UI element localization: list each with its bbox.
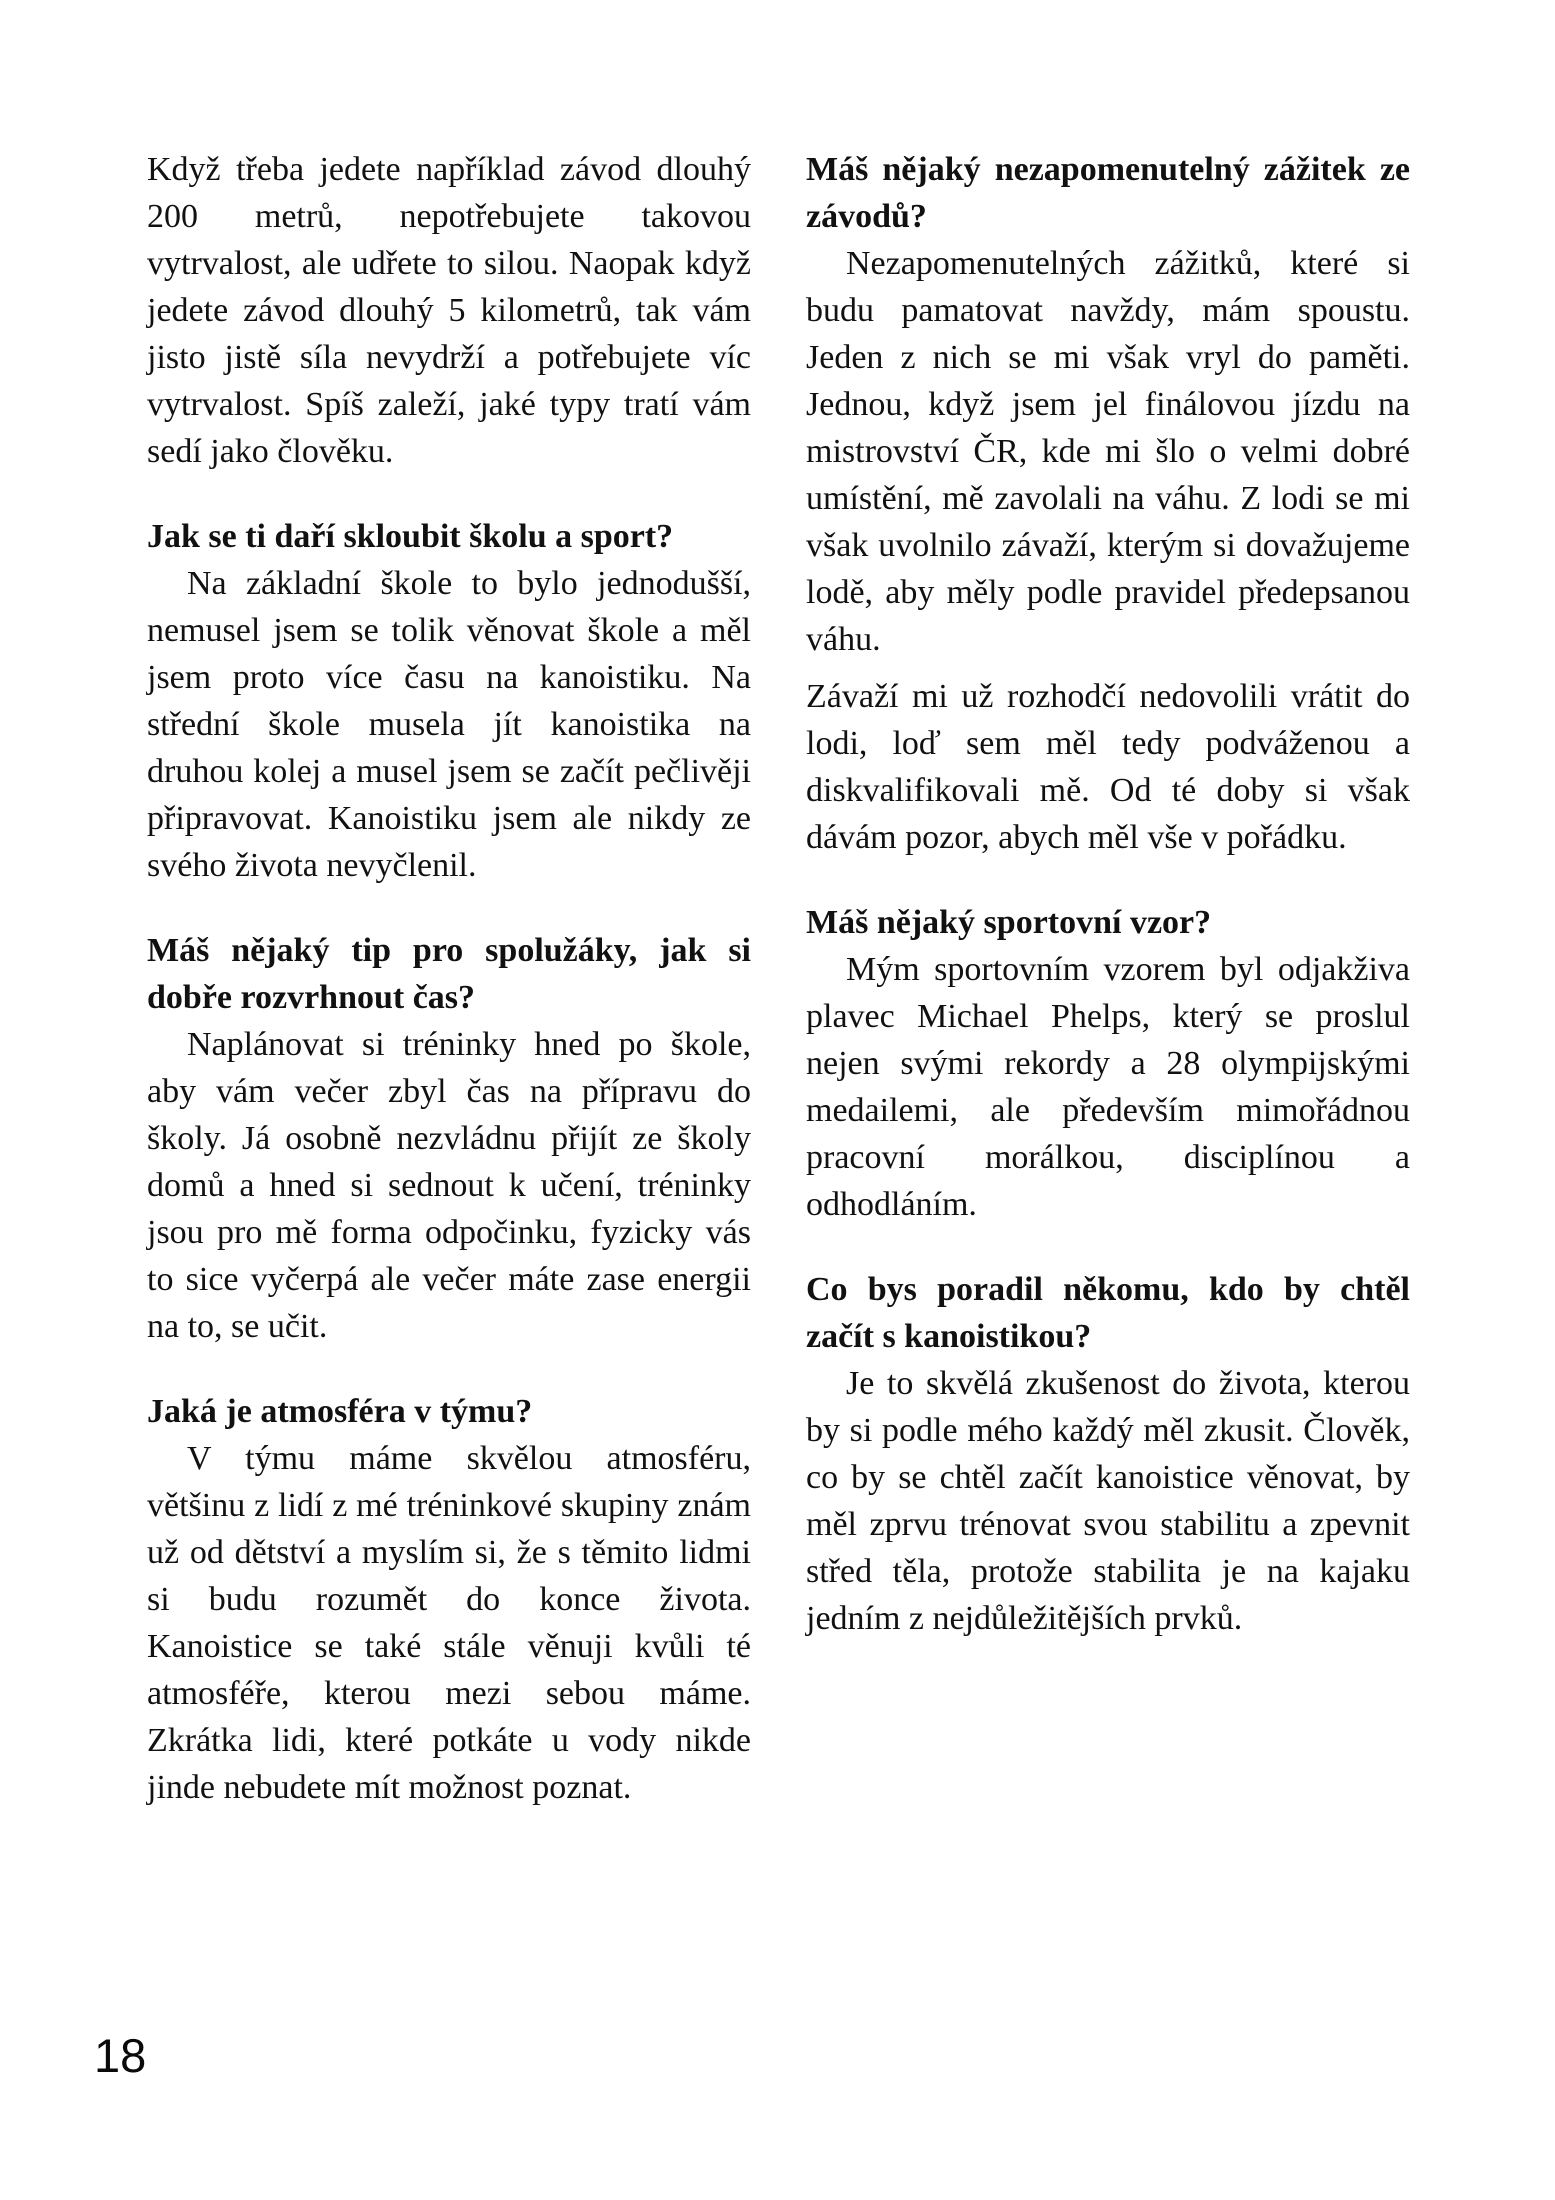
paragraph-race-distance: Když třeba jedete například závod dlouhý 200 metrů, nepotřebujete takovou vytrvalost, ale udřete to silou. Naopak když jedete závod dlouhý 5 kilometrů, tak vám jisto jistě síla nevydrží a potřebujete víc vytrvalost. Spíš zaleží, jaké typy tratí vám sedí jako člověku. [147, 151, 751, 470]
heading-time-management-tip: Máš nějaký tip pro spolužáky, jak si dobře rozvrhnout čas? [147, 932, 751, 1016]
paragraph-idol-answer: Mým sportovním vzorem byl odjakživa plavec Michael Phelps, který se proslul nejen svými rekordy a 28 olympijskými medailemi, ale především mimořádnou pracovní morálkou, disciplínou a odhodláním. [806, 951, 1410, 1223]
paragraph-tip-answer: Naplánovat si tréninky hned po škole, aby vám večer zbyl čas na přípravu do školy. Já osobně nezvládnu přijít ze školy domů a hned si sednout k učení, tréninky jsou pro mě forma odpočinku, fyzicky vás to sice vyčerpá ale večer máte zase energii na to, se učit. [147, 1026, 751, 1345]
paragraph-disqualification: Závaží mi už rozhodčí nedovolili vrátit do lodi, loď sem měl tedy podváženou a diskvalifikovali mě. Od té doby si však dávám pozor, abych měl vše v pořádku. [806, 678, 1410, 856]
left-column [147, 146, 751, 1811]
paragraph-advice-answer: Je to skvělá zkušenost do života, kterou by si podle mého každý měl zkusit. Člověk, co by se chtěl začít kanoistice věnovat, by měl zprvu trénovat svou stabilitu a zpevnit střed těla, protože stabilita je na kajaku jedním z nejdůležitějších prvků. [806, 1365, 1410, 1637]
paragraph-school-answer: Na základní škole to bylo jednodušší, nemusel jsem se tolik věnovat škole a měl jsem proto více času na kanoistiku. Na střední škole musela jít kanoistika na druhou kolej a musel jsem se začít pečlivěji připravovat. Kanoistiku jsem ale nikdy ze svého života nevyčlenil. [147, 565, 751, 884]
heading-advice-beginners: Co bys poradil někomu, kdo by chtěl začít s kanoistikou? [806, 1271, 1410, 1355]
heading-team-atmosphere: Jaká je atmosféra v týmu? [147, 1393, 533, 1430]
paragraph-atmosphere-answer: V týmu máme skvělou atmosféru, většinu z lidí z mé tréninkové skupiny znám už od dětství a myslím si, že s těmito lidmi si budu rozumět do konce života. Kanoistice se také stále věnuji kvůli té atmosféře, kterou mezi sebou máme. Zkrátka lidi, které potkáte u vody nikde jinde nebudete mít možnost poznat. [147, 1440, 751, 1806]
right-column [806, 146, 1410, 1811]
page-number: 18 [94, 2029, 147, 2082]
heading-school-and-sport: Jak se ti daří skloubit školu a sport? [147, 518, 674, 555]
article-columns [147, 146, 1410, 1811]
heading-memorable-experience: Máš nějaký nezapomenutelný zážitek ze závodů? [806, 151, 1410, 235]
paragraph-experience-answer: Nezapomenutelných zážitků, které si budu pamatovat navždy, mám spoustu. Jeden z nich se mi však vryl do paměti. Jednou, když jsem jel finálovou jízdu na mistrovství ČR, kde mi šlo o velmi dobré umístění, mě zavolali na váhu. Z lodi se mi však uvolnilo závaží, kterým si dovažujeme lodě, aby měly podle pravidel předepsanou váhu. [806, 245, 1410, 658]
heading-sports-idol: Máš nějaký sportovní vzor? [806, 904, 1212, 941]
